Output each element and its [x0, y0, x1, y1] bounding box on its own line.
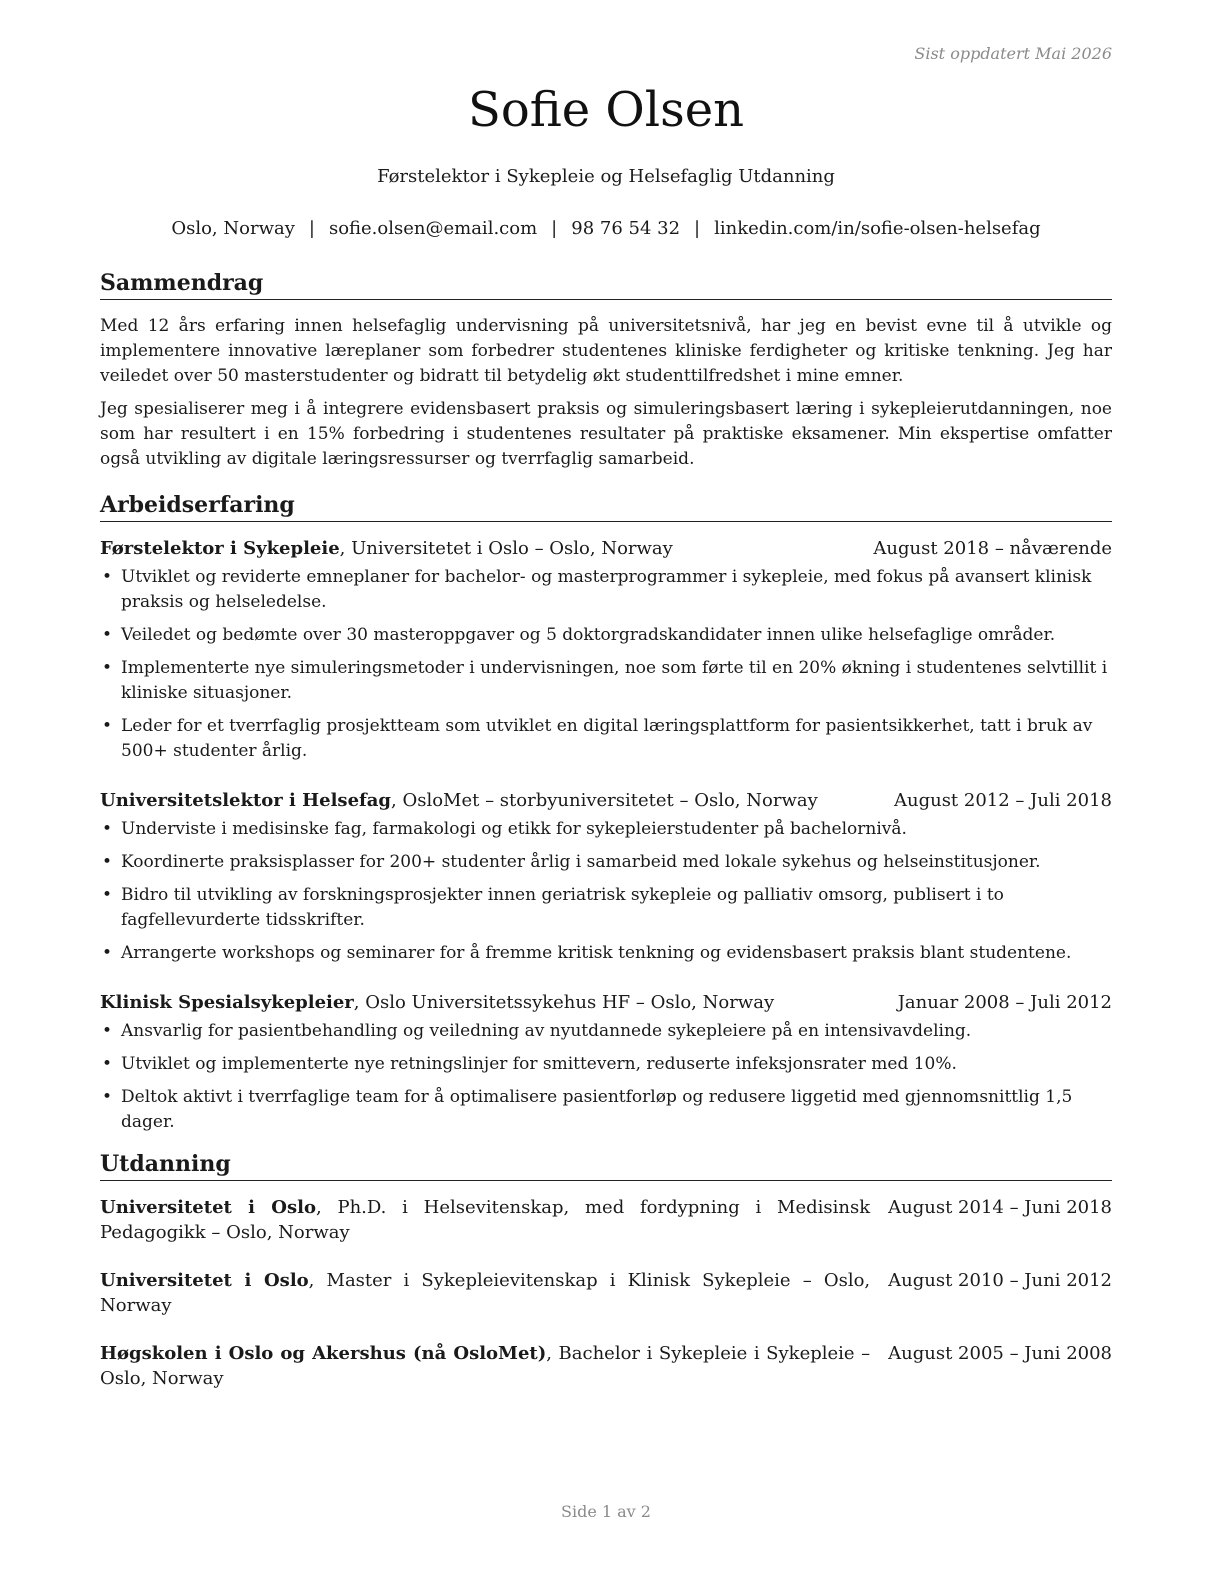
job-header	[100, 536, 1112, 561]
education-school: Høgskolen i Oslo og Akershus (nå OsloMet)	[100, 1343, 547, 1364]
job-header	[100, 990, 1112, 1015]
bullet-item: • Koordinerte praksisplasser for 200+ studenter årlig i samarbeid med lokale sykehus og helseinstitusjoner.	[100, 850, 1112, 875]
resume-content	[100, 268, 1112, 1391]
last-updated-note: Sist oppdatert Mai 2026	[914, 44, 1112, 63]
contact-phone: 98 76 54 32	[571, 218, 681, 239]
job-date: August 2012 – Juli 2018	[893, 790, 1112, 811]
bullet-item: • Leder for et tverrfaglig prosjektteam som utviklet en digital læringsplattform for pasientsikkerhet, tatt i bruk av 500+ studenter årlig.	[100, 714, 1112, 764]
bullet-item: • Underviste i medisinske fag, farmakologi og etikk for sykepleierstudenter på bachelornivå.	[100, 817, 1112, 842]
bullet-item: • Ansvarlig for pasientbehandling og veiledning av nyutdannede sykepleiere på en intensivavdeling.	[100, 1019, 1112, 1044]
candidate-name: Sofie Olsen	[467, 82, 745, 138]
job-entry	[100, 788, 1112, 966]
education-date: August 2010 – Juni 2012	[888, 1270, 1112, 1291]
job-role: Universitetslektor i Helsefag	[100, 790, 392, 811]
education-entry	[100, 1341, 1112, 1391]
education-school: Universitetet i Oslo	[100, 1197, 316, 1218]
job-header	[100, 788, 1112, 813]
education-school: Universitetet i Oslo	[100, 1270, 309, 1291]
experience-section	[100, 490, 1112, 1135]
job-bullets	[100, 1019, 1112, 1135]
education-date: August 2005 – Juni 2008	[888, 1343, 1112, 1364]
contact-location: Oslo, Norway	[171, 218, 295, 239]
education-detail: , Ph.D. i Helsevitenskap, med fordypning i Medisinsk Pedagogikk – Oslo, Norway	[100, 1197, 871, 1243]
contact-linkedin[interactable]: linkedin.com/in/sofie-olsen-helsefag	[714, 218, 1041, 239]
contact-separator: |	[308, 218, 315, 239]
resume-page	[100, 0, 1112, 1584]
bullet-item: • Implementerte nye simuleringsmetoder i undervisningen, noe som førte til en 20% økning i studentenes selvtillit i kliniske situasjoner.	[100, 656, 1112, 706]
job-organization: , Oslo Universitetssykehus HF – Oslo, Norway	[353, 992, 775, 1013]
contact-separator: |	[694, 218, 701, 239]
job-date: Januar 2008 – Juli 2012	[897, 992, 1112, 1013]
page-number: Side 1 av 2	[561, 1502, 651, 1521]
summary-paragraph: Jeg spesialiserer meg i å integrere evidensbasert praksis og simuleringsbasert læring i sykepleierutdanningen, noe som har resultert i en 15% forbedring i studentenes resultater på praktiske eksamener. Min ekspertise omfatter også utvikling av digitale læringsressurser og tverrfaglig samarbeid.	[100, 399, 1112, 469]
job-role: Førstelektor i Sykepleie	[100, 538, 340, 559]
education-detail: , Master i Sykepleievitenskap i Klinisk Sykepleie – Oslo, Norway	[100, 1270, 871, 1316]
bullet-item: • Veiledet og bedømte over 30 masteroppgaver og 5 doktorgradskandidater innen ulike helsefaglige områder.	[100, 623, 1112, 648]
contact-separator: |	[551, 218, 558, 239]
bullet-item: • Bidro til utvikling av forskningsprosjekter innen geriatrisk sykepleie og palliativ omsorg, publisert i to fagfellevurderte tidsskrifter.	[100, 883, 1112, 933]
summary-paragraph: Med 12 års erfaring innen helsefaglig undervisning på universitetsnivå, har jeg en bevist evne til å utvikle og implementere innovative læreplaner som forbedrer studentenes kliniske ferdigheter og kritiske tenkning. Jeg har veiledet over 50 masterstudenter og bidratt til betydelig økt studenttilfredshet i mine emner.	[100, 316, 1112, 386]
contact-email[interactable]: sofie.olsen@email.com	[328, 218, 538, 239]
job-entry	[100, 990, 1112, 1135]
job-entry	[100, 536, 1112, 764]
bullet-item: • Arrangerte workshops og seminarer for å fremme kritisk tenkning og evidensbasert praksis blant studentene.	[100, 941, 1112, 966]
job-bullets	[100, 565, 1112, 764]
education-section	[100, 1149, 1112, 1391]
job-bullets	[100, 817, 1112, 966]
job-date: August 2018 – nåværende	[873, 538, 1112, 559]
bullet-item: • Deltok aktivt i tverrfaglige team for å optimalisere pasientforløp og redusere liggetid med gjennomsnittlig 1,5 dager.	[100, 1085, 1112, 1135]
professional-title: Førstelektor i Sykepleie og Helsefaglig Utdanning	[377, 166, 835, 187]
section-heading-experience: Arbeidserfaring	[100, 490, 1112, 522]
summary-section	[100, 268, 1112, 472]
section-heading-education: Utdanning	[100, 1149, 1112, 1181]
education-entry	[100, 1195, 1112, 1245]
education-date: August 2014 – Juni 2018	[888, 1197, 1112, 1218]
education-detail: , Bachelor i Sykepleie i Sykepleie – Oslo, Norway	[100, 1343, 871, 1389]
education-entry	[100, 1268, 1112, 1318]
job-organization: , Universitetet i Oslo – Oslo, Norway	[339, 538, 673, 559]
section-heading-summary: Sammendrag	[100, 268, 1112, 300]
contact-line	[100, 218, 1112, 239]
job-role: Klinisk Spesialsykepleier	[100, 992, 354, 1013]
bullet-item: • Utviklet og implementerte nye retningslinjer for smittevern, reduserte infeksjonsrater med 10%.	[100, 1052, 1112, 1077]
job-organization: , OsloMet – storbyuniversitetet – Oslo, Norway	[391, 790, 818, 811]
bullet-item: • Utviklet og reviderte emneplaner for bachelor- og masterprogrammer i sykepleie, med fokus på avansert klinisk praksis og helseledelse.	[100, 565, 1112, 615]
